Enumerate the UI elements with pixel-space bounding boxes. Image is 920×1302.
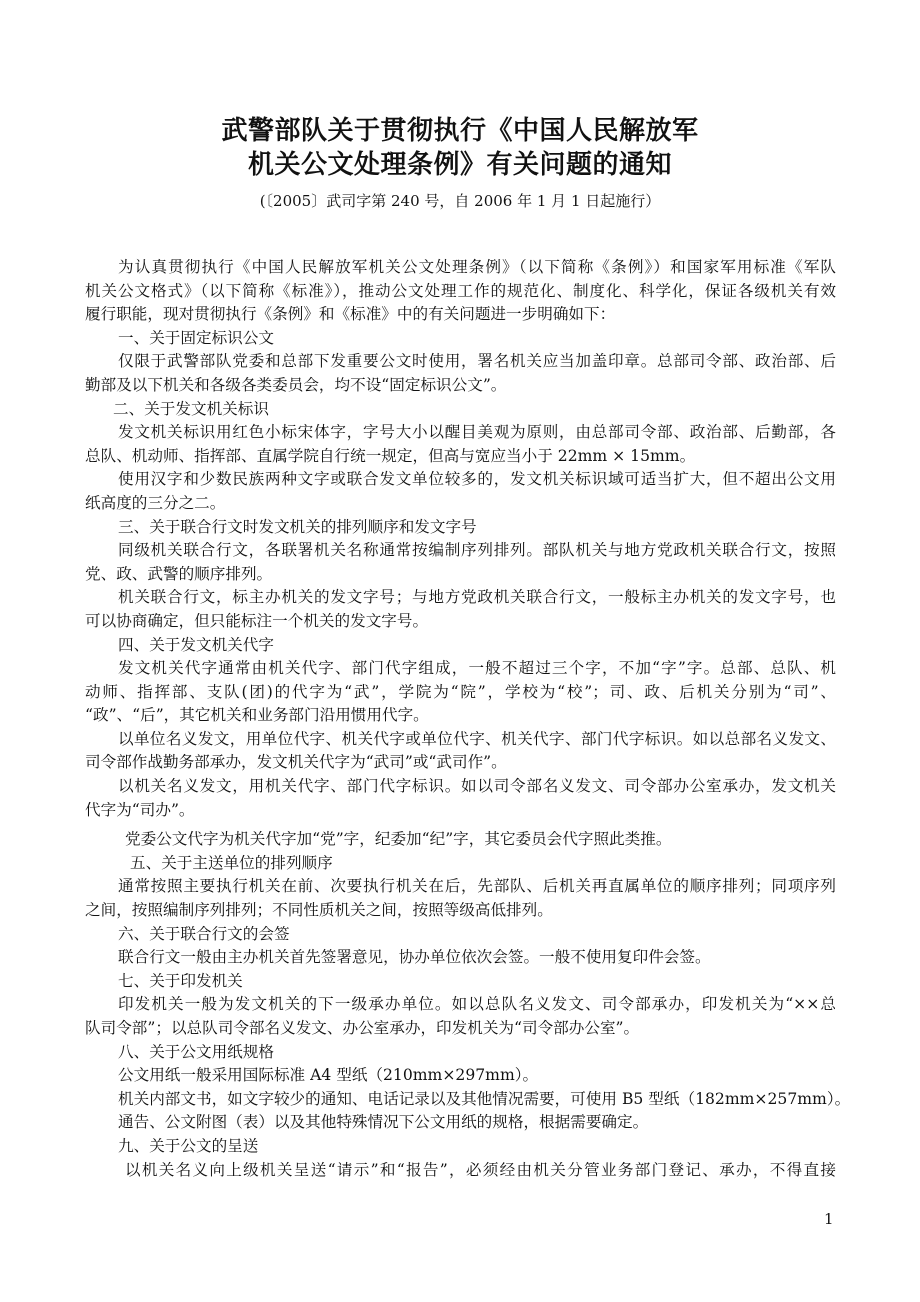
paragraph-line: 以单位名义发文，用单位代字、机关代字或单位代字、机关代字、部门代字标识。如以总部名义发文、 bbox=[118, 729, 836, 748]
paragraph-line: 以机关名义向上级机关呈送“请示”和“报告”，必须经由机关分管业务部门登记、承办，不得直接 bbox=[125, 1160, 836, 1179]
paragraph-line: 发文机关代字通常由机关代字、部门代字组成，一般不超过三个字，不加“字”字。总部、总队、机 bbox=[118, 659, 836, 678]
paragraph-line: 联合行文一般由主办机关首先签署意见，协办单位依次会签。一般不使用复印件会签。 bbox=[118, 948, 711, 967]
section-heading: 七、关于印发机关 bbox=[118, 971, 243, 990]
section-heading: 一、关于固定标识公文 bbox=[118, 328, 274, 347]
paragraph-line: 同级机关联合行文，各联署机关名称通常按编制序列排列。部队机关与地方党政机关联合行文，按照 bbox=[118, 541, 836, 560]
paragraph-line: “政”、“后”，其它机关和业务部门沿用惯用代字。 bbox=[85, 706, 429, 725]
section-heading: 九、关于公文的呈送 bbox=[118, 1136, 259, 1155]
document-title-line-1: 武警部队关于贯彻执行《中国人民解放军 bbox=[221, 116, 699, 146]
section-heading: 二、关于发文机关标识 bbox=[113, 399, 269, 418]
paragraph-line: 以机关名义发文，用机关代字、部门代字标识。如以司令部名义发文、司令部办公室承办，发文机关 bbox=[118, 777, 836, 796]
paragraph-line: 动师、指挥部、支队(团)的代字为“武”，学院为“院”，学校为“校”；司、政、后机关分别为“司”、 bbox=[85, 682, 836, 701]
paragraph-line: 机关公文格式》（以下简称《标准》），推动公文处理工作的规范化、制度化、科学化，保证各级机关有效 bbox=[85, 281, 836, 300]
page-number: 1 bbox=[824, 1210, 834, 1228]
paragraph-line: 队司令部”；以总队司令部名义发文、办公室承办，印发机关为“司令部办公室”。 bbox=[85, 1019, 640, 1037]
document-number: (〔2005〕武司字第 240 号，自 2006 年 1 月 1 日起施行） bbox=[259, 192, 661, 210]
section-heading: 四、关于发文机关代字 bbox=[118, 635, 274, 654]
paragraph-line: 通常按照主要执行机关在前、次要执行机关在后，先部队、后机关再直属单位的顺序排列；同项序列 bbox=[118, 877, 836, 896]
section-heading: 三、关于联合行文时发文机关的排列顺序和发文字号 bbox=[118, 517, 477, 536]
paragraph-line: 履行职能，现对贯彻执行《条例》和《标准》中的有关问题进一步明确如下： bbox=[85, 305, 616, 324]
paragraph-line: 机关内部文书，如文字较少的通知、电话记录以及其他情况需要，可使用 B5 型纸（182mm×257mm）。 bbox=[118, 1089, 851, 1108]
paragraph-line: 仅限于武警部队党委和总部下发重要公文时使用，署名机关应当加盖印章。总部司令部、政治部、后 bbox=[118, 352, 836, 371]
document-title-line-2: 机关公文处理条例》有关问题的通知 bbox=[247, 150, 672, 180]
paragraph-line: 总队、机动师、指挥部、直属学院自行统一规定，但高与宽应当小于 22mm × 15mm。 bbox=[85, 446, 696, 465]
section-heading: 八、关于公文用纸规格 bbox=[118, 1042, 274, 1061]
paragraph-line: 发文机关标识用红色小标宋体字，字号大小以醒目美观为原则，由总部司令部、政治部、后勤部，各 bbox=[118, 423, 836, 442]
paragraph-line: 通告、公文附图（表）以及其他特殊情况下公文用纸的规格，根据需要确定。 bbox=[118, 1113, 649, 1132]
paragraph-line: 党、政、武警的顺序排列。 bbox=[85, 564, 273, 583]
paragraph-line: 机关联合行文，标主办机关的发文字号；与地方党政机关联合行文，一般标主办机关的发文字号，也 bbox=[118, 588, 836, 607]
paragraph-line: 印发机关一般为发文机关的下一级承办单位。如以总队名义发文、司令部承办，印发机关为“××总 bbox=[118, 995, 836, 1014]
paragraph-line: 纸高度的三分之二。 bbox=[85, 493, 226, 512]
document-body bbox=[85, 256, 851, 1182]
section-heading: 六、关于联合行文的会签 bbox=[118, 924, 290, 943]
section-heading: 五、关于主送单位的排列顺序 bbox=[130, 853, 333, 872]
paragraph-line: 使用汉字和少数民族两种文字或联合发文单位较多的，发文机关标识域可适当扩大，但不超出公文用 bbox=[118, 470, 836, 489]
paragraph-line: 司令部作战勤务部承办，发文机关代字为“武司”或“武司作”。 bbox=[85, 753, 507, 772]
paragraph-line: 代字为“司办”。 bbox=[85, 800, 195, 819]
paragraph-line: 之间，按照编制序列排列；不同性质机关之间，按照等级高低排列。 bbox=[85, 901, 553, 920]
paragraph-line: 为认真贯彻执行《中国人民解放军机关公文处理条例》（以下简称《条例》）和国家军用标准《军队 bbox=[118, 258, 836, 276]
paragraph-line: 勤部及以下机关和各级各类委员会，均不设“固定标识公文”。 bbox=[85, 375, 507, 394]
paragraph-line: 公文用纸一般采用国际标准 A4 型纸（210mm×297mm）。 bbox=[118, 1066, 539, 1085]
paragraph-line: 党委公文代字为机关代字加“党”字，纪委加“纪”字，其它委员会代字照此类推。 bbox=[125, 830, 672, 849]
paragraph-line: 可以协商确定，但只能标注一个机关的发文字号。 bbox=[85, 611, 429, 630]
